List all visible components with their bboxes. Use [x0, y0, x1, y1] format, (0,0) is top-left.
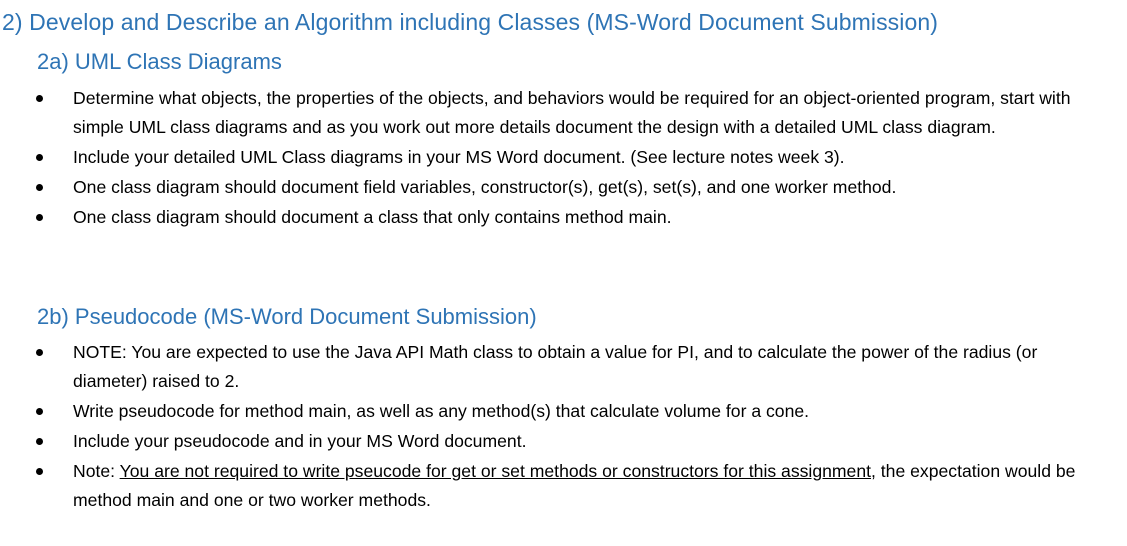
- list-item-text: Write pseudocode for method main, as well as any method(s) that calculate volume for a cone.: [73, 401, 810, 421]
- main-heading: 2) Develop and Describe an Algorithm including Classes (MS-Word Document Submission): [2, 9, 939, 35]
- bullet-icon: [36, 184, 43, 191]
- list-item-text: One class diagram should document field variables, constructor(s), get(s), set(s), and one worker method.: [73, 177, 897, 197]
- bullet-icon: [36, 95, 43, 102]
- note-suffix: , the expectation would be method main and one or two worker methods.: [73, 461, 1076, 510]
- bullet-icon: [36, 408, 43, 415]
- list-item: [0, 203, 1100, 232]
- list-item: [0, 427, 1100, 456]
- note-underlined-text: You are not required to write pseucode for get or set methods or constructors for this assignment: [119, 461, 872, 481]
- list-item-text: One class diagram should document a class that only contains method main.: [73, 207, 672, 227]
- note-prefix: Note:: [73, 461, 120, 481]
- bullet-icon: [36, 438, 43, 445]
- list-item-text: Determine what objects, the properties of the objects, and behaviors would be required for an object-oriented program, start with simple UML class diagrams and as you work out more details document the design with a detailed UML class diagram.: [73, 88, 1071, 137]
- list-item-text: Include your pseudocode and in your MS Word document.: [73, 431, 527, 451]
- bullet-icon: [36, 468, 43, 475]
- note-list-item: [0, 457, 1100, 515]
- list-item: [0, 338, 1100, 396]
- bullet-icon: [36, 349, 43, 356]
- list-item: [0, 143, 1100, 172]
- section-a-list: [0, 84, 1100, 233]
- section-a-title: 2a) UML Class Diagrams: [37, 49, 282, 74]
- section-b-title: 2b) Pseudocode (MS-Word Document Submission): [37, 304, 537, 329]
- list-item-text: Include your detailed UML Class diagrams in your MS Word document. (See lecture notes week 3).: [73, 147, 845, 167]
- bullet-icon: [36, 154, 43, 161]
- list-item: [0, 173, 1100, 202]
- list-item: [0, 84, 1100, 142]
- list-item: [0, 397, 1100, 426]
- bullet-icon: [36, 214, 43, 221]
- list-item-text: NOTE: You are expected to use the Java API Math class to obtain a value for PI, and to calculate the power of the radius (or diameter) raised to 2.: [73, 342, 1038, 391]
- section-b-list: [0, 338, 1100, 516]
